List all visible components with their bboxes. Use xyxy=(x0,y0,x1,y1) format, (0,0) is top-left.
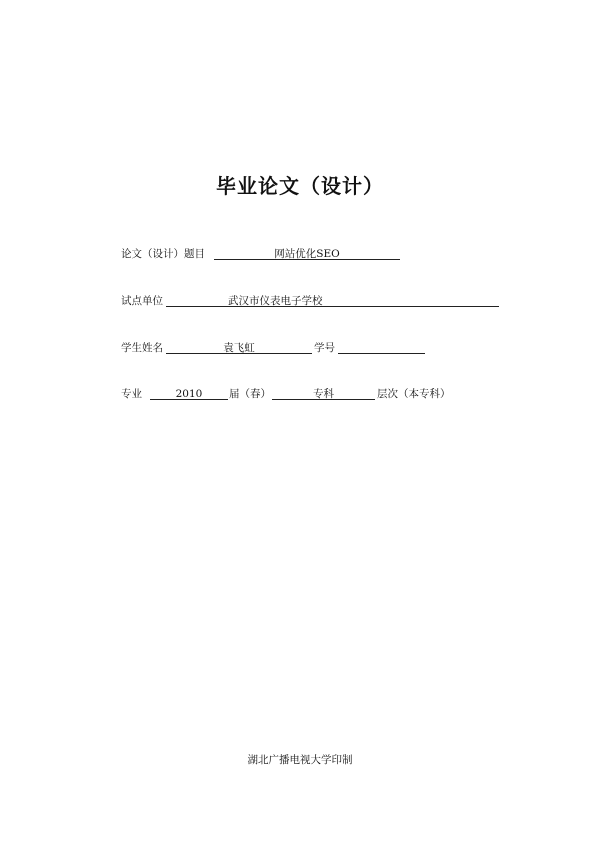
pilot-unit-value: 武汉市仪表电子学校 xyxy=(228,295,323,307)
student-id-label: 学号 xyxy=(314,342,335,354)
footer-printer: 湖北广播电视大学印制 xyxy=(247,754,353,766)
major-row xyxy=(121,386,461,402)
student-id-field xyxy=(338,340,425,354)
page-title: 毕业论文（设计） xyxy=(216,174,384,198)
major-level-label: 层次（本专科） xyxy=(377,388,451,400)
thesis-title-label: 论文（设计）题目 xyxy=(121,248,205,260)
pilot-unit-label: 试点单位 xyxy=(121,295,163,307)
thesis-title-row xyxy=(121,246,421,262)
major-session-label: 届（春） xyxy=(229,388,271,400)
student-name-label: 学生姓名 xyxy=(121,342,163,354)
major-level-field: 专科 xyxy=(272,386,375,400)
thesis-title-field: 网站优化SEO xyxy=(214,246,400,260)
pilot-unit-row xyxy=(121,293,511,309)
pilot-unit-field xyxy=(166,293,499,307)
major-year-field: 2010 xyxy=(150,386,228,400)
student-row xyxy=(121,340,441,356)
major-label: 专业 xyxy=(121,388,142,400)
student-name-field: 袁飞虹 xyxy=(166,340,312,354)
